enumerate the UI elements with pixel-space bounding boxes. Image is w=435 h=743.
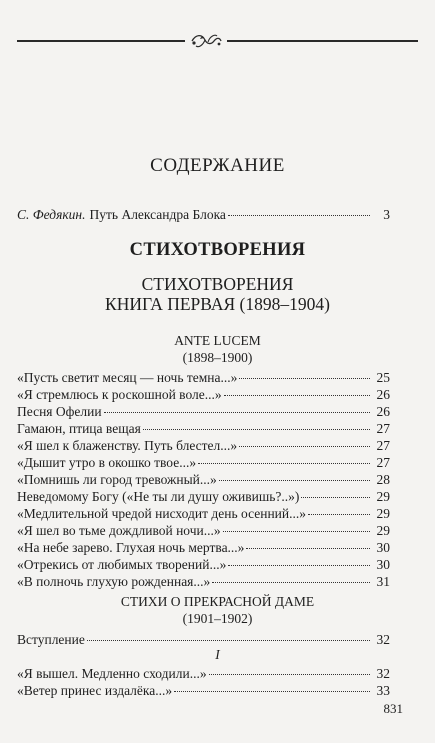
dot-leader — [209, 674, 370, 675]
toc-title: «Ветер принес издалёка...» — [17, 683, 173, 698]
toc-entry[interactable] — [17, 403, 390, 421]
toc-title: «На небе зарево. Глухая ночь мертва...» — [17, 540, 245, 555]
toc-entry[interactable] — [17, 505, 390, 523]
dot-leader — [239, 378, 370, 379]
toc-page: 3 — [383, 207, 390, 222]
toc-page: 32 — [376, 666, 390, 681]
toc-entry[interactable] — [17, 369, 390, 387]
dot-leader — [301, 497, 370, 498]
toc-title: «Пусть светит месяц — ночь темна...» — [17, 370, 238, 385]
toc-title: Гамаюн, птица вещая — [17, 421, 141, 436]
book-heading-line1: СТИХОТВОРЕНИЯ — [141, 274, 294, 294]
header-rule-left — [17, 40, 185, 42]
toc-title: Путь Александра Блока — [89, 207, 226, 222]
toc-entry[interactable] — [17, 420, 390, 438]
toc-entry[interactable] — [17, 488, 390, 506]
toc-entry[interactable] — [17, 573, 390, 591]
dot-leader — [212, 582, 370, 583]
dot-leader — [239, 446, 370, 447]
dot-leader — [228, 215, 370, 216]
toc-page: 25 — [376, 370, 390, 385]
dot-leader — [219, 480, 370, 481]
dot-leader — [87, 640, 370, 641]
dot-leader — [308, 514, 370, 515]
toc-title: «Я шел во тьме дождливой ночи...» — [17, 523, 221, 538]
toc-page: 26 — [376, 387, 390, 402]
toc-entry[interactable] — [17, 522, 390, 540]
toc-title: «Помнишь ли город тревожный...» — [17, 472, 217, 487]
toc-page: 29 — [376, 523, 390, 538]
dot-leader — [198, 463, 370, 464]
book-heading-line2: КНИГА ПЕРВАЯ (1898–1904) — [105, 294, 330, 314]
toc-author: С. Федякин. — [17, 207, 86, 222]
floral-ornament-icon — [186, 30, 226, 52]
toc-page: 33 — [376, 683, 390, 698]
toc-title: «Медлительной чредой нисходит день осенний...» — [17, 506, 307, 521]
toc-title: Неведомому Богу («Не ты ли душу оживишь?..») — [17, 489, 300, 504]
toc-page: 30 — [376, 540, 390, 555]
dot-leader — [174, 691, 370, 692]
toc-entry[interactable] — [17, 665, 390, 683]
toc-title: Песня Офелии — [17, 404, 102, 419]
toc-entry[interactable] — [17, 556, 390, 574]
cycle-years: (1901–1902) — [182, 611, 253, 626]
toc-page: 27 — [376, 421, 390, 436]
dot-leader — [223, 531, 370, 532]
toc-title: «Я вышел. Медленно сходили...» — [17, 666, 207, 681]
cycle-title: СТИХИ О ПРЕКРАСНОЙ ДАМЕ — [120, 594, 315, 609]
toc-page: 27 — [376, 438, 390, 453]
header-rule-right — [227, 40, 418, 42]
toc-title: «Отрекись от любимых творений...» — [17, 557, 227, 572]
toc-title: «В полночь глухую рожденная...» — [17, 574, 211, 589]
toc-title: «Дышит утро в окошко твое...» — [17, 455, 197, 470]
toc-entry[interactable] — [17, 539, 390, 557]
toc-page: 26 — [376, 404, 390, 419]
toc-title: «Я шел к блаженству. Путь блестел...» — [17, 438, 238, 453]
toc-title: Вступление — [17, 632, 85, 647]
cycle-title: ANTE LUCEM — [174, 333, 261, 348]
toc-page: 28 — [376, 472, 390, 487]
toc-entry[interactable] — [17, 682, 390, 700]
dot-leader — [228, 565, 370, 566]
toc-page: 30 — [376, 557, 390, 572]
toc-entry-intro[interactable] — [17, 206, 390, 224]
toc-page: 27 — [376, 455, 390, 470]
dot-leader — [246, 548, 370, 549]
toc-entry[interactable] — [17, 386, 390, 404]
toc-title: «Я стремлюсь к роскошной воле...» — [17, 387, 222, 402]
toc-page: 29 — [376, 506, 390, 521]
toc-page: 31 — [376, 574, 390, 589]
dot-leader — [224, 395, 370, 396]
toc-entry[interactable] — [17, 437, 390, 455]
part-numeral: I — [215, 647, 220, 662]
contents-title: СОДЕРЖАНИЕ — [150, 155, 285, 176]
toc-page: 29 — [376, 489, 390, 504]
toc-page: 32 — [376, 632, 390, 647]
section-heading: СТИХОТВОРЕНИЯ — [129, 240, 306, 260]
dot-leader — [143, 429, 370, 430]
page-number: 831 — [383, 701, 403, 716]
toc-entry[interactable] — [17, 471, 390, 489]
cycle-years: (1898–1900) — [182, 350, 253, 365]
dot-leader — [104, 412, 370, 413]
toc-entry[interactable] — [17, 454, 390, 472]
